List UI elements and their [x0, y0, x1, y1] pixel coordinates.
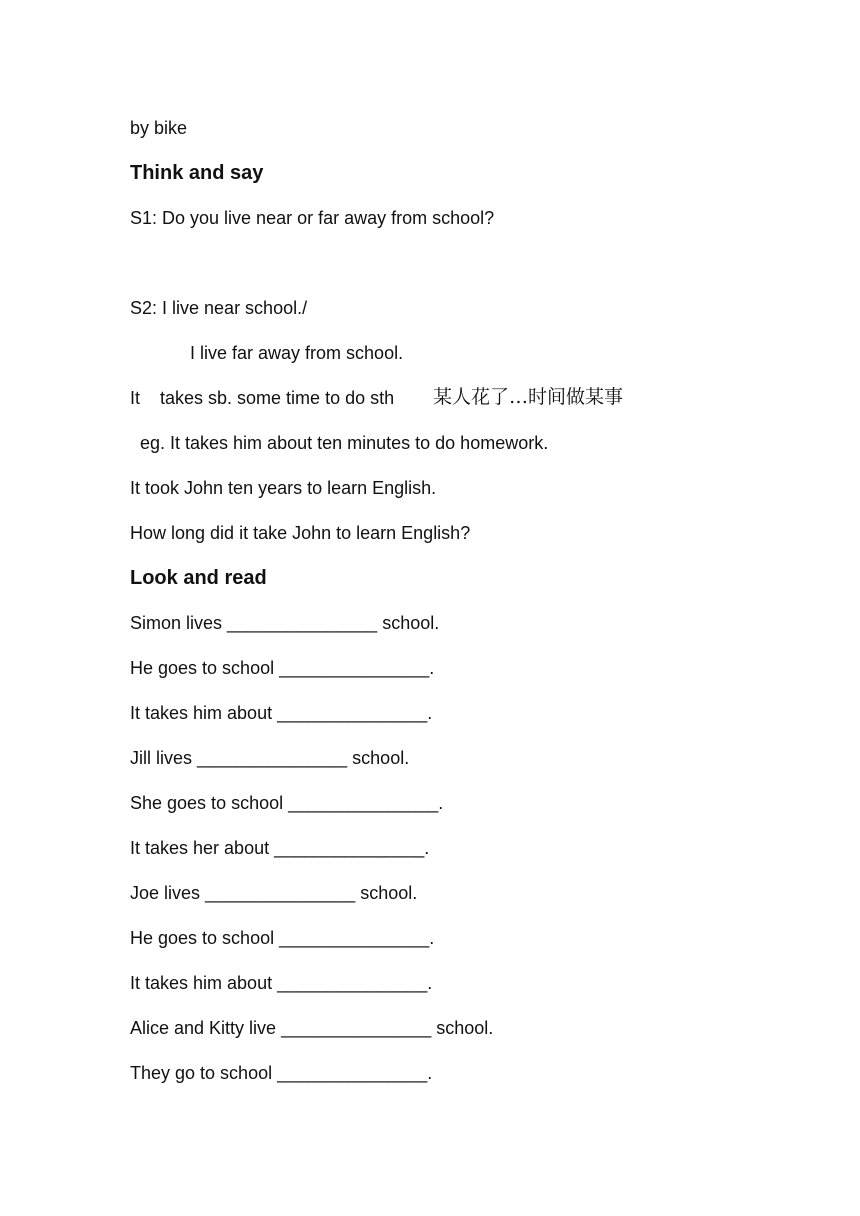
exercise-line-8: He goes to school _______________.	[130, 928, 435, 948]
heading-think-and-say: Think and say	[130, 162, 264, 184]
example-sentence: eg. It takes him about ten minutes to do homework.	[140, 433, 549, 453]
heading-look-and-read: Look and read	[130, 567, 267, 589]
exercise-line-2: He goes to school _______________.	[130, 658, 435, 678]
exercise-line-9: It takes him about _______________.	[130, 973, 433, 993]
exercise-line-10: Alice and Kitty live _______________ school.	[130, 1018, 494, 1038]
phrase-it-takes: It takes sb. some time to do sth	[130, 388, 395, 408]
text-by-bike: by bike	[130, 118, 188, 138]
exercise-line-7: Joe lives _______________ school.	[130, 883, 418, 903]
question-how-long: How long did it take John to learn English?	[130, 523, 471, 543]
dialogue-s1: S1: Do you live near or far away from school?	[130, 208, 495, 228]
exercise-line-5: She goes to school _______________.	[130, 793, 444, 813]
sentence-john-took: It took John ten years to learn English.	[130, 478, 437, 498]
exercise-line-6: It takes her about _______________.	[130, 838, 430, 858]
dialogue-s2: S2: I live near school./	[130, 298, 308, 318]
exercise-line-1: Simon lives _______________ school.	[130, 613, 440, 633]
exercise-line-3: It takes him about _______________.	[130, 703, 433, 723]
exercise-line-4: Jill lives _______________ school.	[130, 748, 410, 768]
dialogue-s2-alternative: I live far away from school.	[190, 343, 404, 363]
phrase-it-takes-chinese: 某人花了…时间做某事	[433, 386, 624, 408]
exercise-line-11: They go to school _______________.	[130, 1063, 433, 1083]
